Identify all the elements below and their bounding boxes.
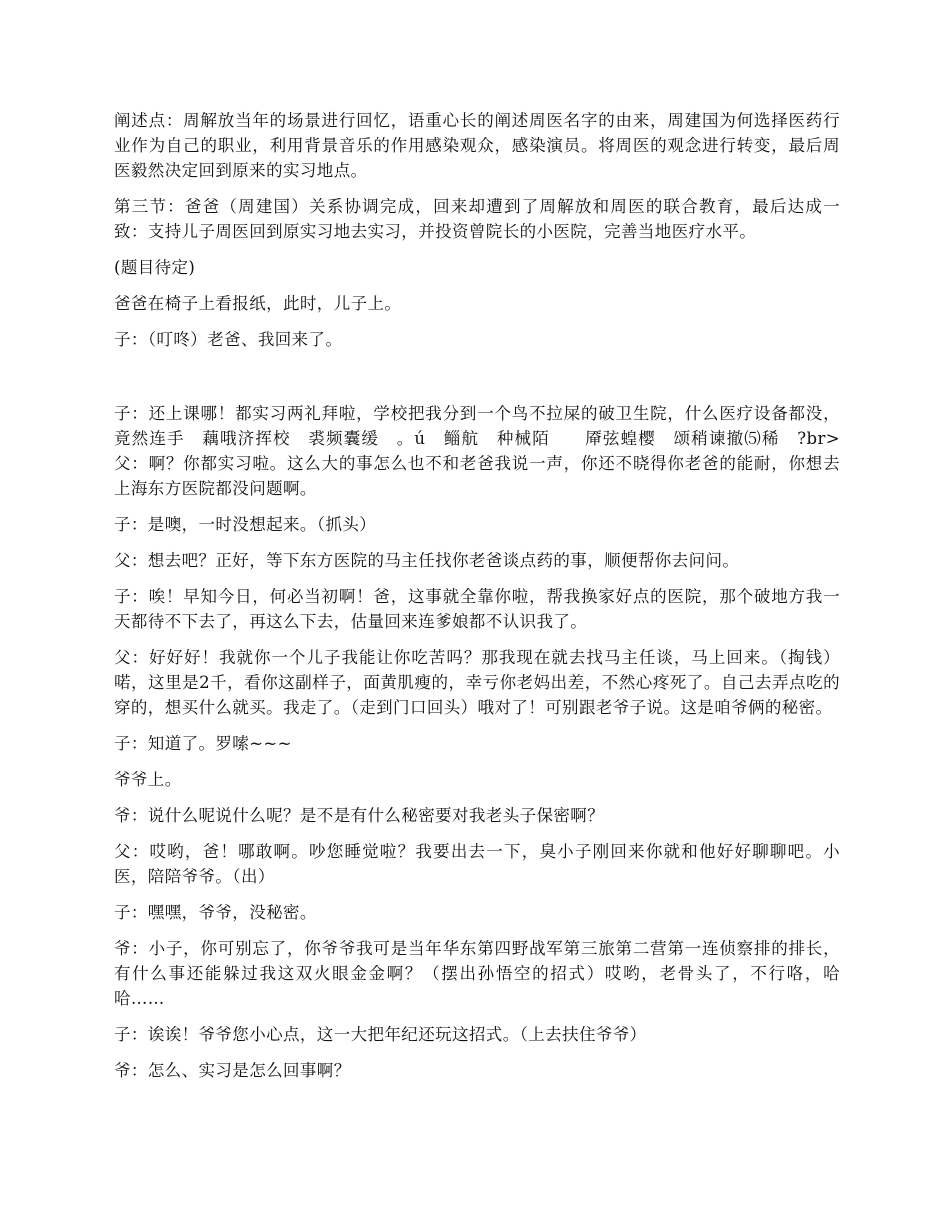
- paragraph-summary-point: 阐述点：周解放当年的场景进行回忆，语重心长的阐述周医名字的由来，周建国为何选择医药行业作为自己的职业，利用背景音乐的作用感染观众，感染演员。将周医的观念进行转变，最后周医毅然决定回到原来的实习地点。: [114, 111, 840, 180]
- paragraph-dialogue: 子：是噢，一时没想起来。（抓头）: [114, 515, 377, 534]
- paragraph-dialogue: 子：嘿嘿，爷爷，没秘密。: [114, 903, 317, 922]
- paragraph-dialogue: 父：哎哟，爸！哪敢啊。吵您睡觉啦？我要出去一下，臭小子刚回来你就和他好好聊聊吧。小医，陪陪爷爷。（出）: [114, 842, 840, 886]
- paragraph-section-three: 第三节：爸爸（周建国）关系协调完成，回来却遭到了周解放和周医的联合教育，最后达成一致：支持儿子周医回到原实习地去实习，并投资曾院长的小医院，完善当地医疗水平。: [114, 197, 840, 241]
- paragraph-dialogue: 爷：小子，你可别忘了，你爷爷我可是当年华东第四野战军第三旅第二营第一连侦察排的排长，有什么事还能躲过我这双火眼金金啊？（摆出孙悟空的招式）哎哟，老骨头了，不行咯，哈哈……: [114, 939, 840, 1008]
- paragraph-dialogue: 子：（叮咚）老爸、我回来了。: [114, 330, 343, 349]
- paragraph-dialogue: 子：唉！早知今日，何必当初啊！爸，这事就全靠你啦，帮我换家好点的医院，那个破地方我一天都待不下去了，再这么下去，估量回来连爹娘都不认识我了。: [114, 587, 840, 631]
- paragraph-dialogue: 父：想去吧？正好，等下东方医院的马主任找你老爸谈点药的事，顺便帮你去问问。: [114, 551, 740, 570]
- paragraph-stage-direction: 爸爸在椅子上看报纸，此时，儿子上。: [114, 294, 402, 313]
- paragraph-dialogue: 子：诶诶！爷爷您小心点，这一大把年纪还玩这招式。（上去扶住爷爷）: [114, 1025, 647, 1044]
- document-page: [114, 108, 840, 1094]
- paragraph-dialogue: 子：知道了。罗嗦~~~: [114, 734, 292, 753]
- blank-gap: [114, 363, 840, 401]
- paragraph-dialogue: 父：好好好！我就你一个儿子我能让你吃苦吗？那我现在就去找马主任谈，马上回来。（掏钱）喏，这里是2千，看你这副样子，面黄肌瘦的，幸亏你老妈出差，不然心疼死了。自己去弄点吃的穿的，想买什么就买。我走了。（走到门口回头）哦对了！可别跟老爷子说。这是咱爷俩的秘密。: [114, 648, 840, 717]
- paragraph-dialogue: 爷：说什么呢说什么呢？是不是有什么秘密要对我老头子保密啊？: [114, 806, 605, 825]
- paragraph-stage-direction: 爷爷上。: [114, 770, 182, 789]
- paragraph-dialogue: 爷：怎么、实习是怎么回事啊？: [114, 1061, 351, 1080]
- paragraph-dialogue: 子：还上课哪！都实习两礼拜啦，学校把我分到一个鸟不拉屎的破卫生院，什么医疗设备都没，竟然连手 藕哦济挥校 裘频囊缓 。ú 鲻航 种械陌 厣弦蝗樱 颂稍谏撤⑸稀 ?br> 父：啊？你都实习啦。这么大的事怎么也不和老爸我说一声，你还不晓得你老爸的能耐，你想去上海东方医院都没问题啊。: [114, 404, 840, 498]
- paragraph-title-pending: (题目待定): [114, 258, 196, 277]
